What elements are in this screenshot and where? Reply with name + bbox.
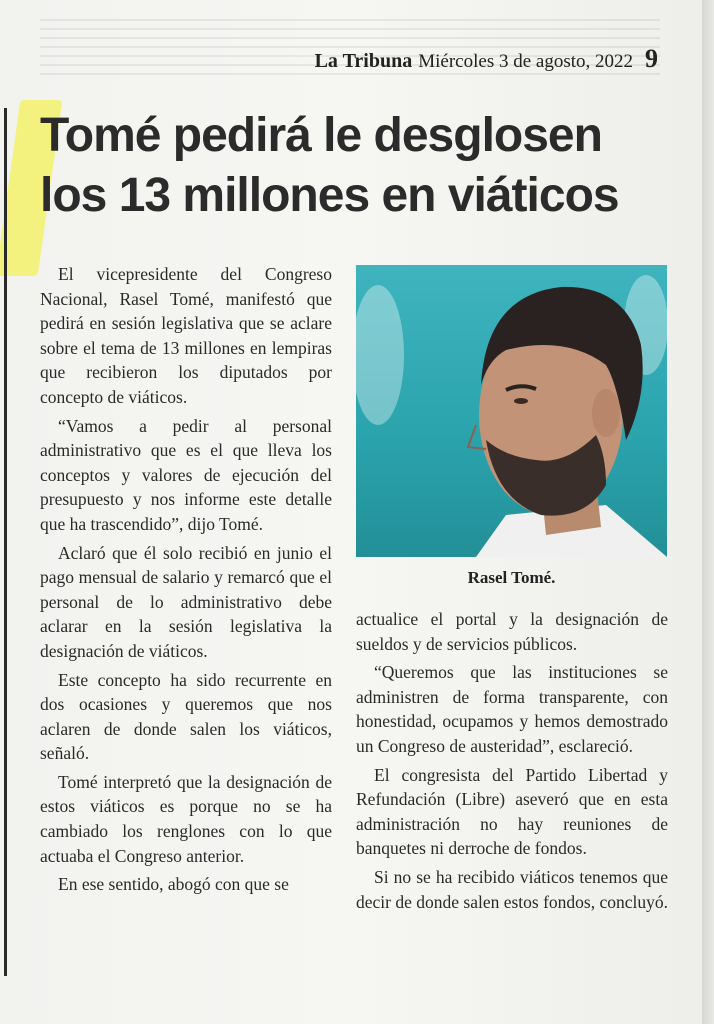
paragraph: En ese sentido, abogó con que se [58, 874, 289, 895]
page-header [315, 44, 658, 74]
newspaper-name: La Tribuna [314, 50, 413, 72]
paragraph: Si no se ha recibido viáticos tenemos que decir de donde salen estos fondos, concluyó. [356, 866, 669, 912]
paragraph: “Vamos a pedir al personal administrativo que es el que lleva los conceptos y valores de ejecución del presupuesto y nos informe este detalle que ha trascendido”, dijo Tomé. [40, 415, 332, 534]
headline-line-1: Tomé pedirá le desglosen [40, 109, 602, 162]
paragraph: El vicepresidente del Congreso Nacional, Rasel Tomé, manifestó que pedirá en sesión legislativa que se aclare sobre el tema de 13 millones en lempiras que recibieron los diputados por concepto de viáticos. [40, 264, 332, 407]
paragraph: El congresista del Partido Libertad y Refundación (Libre) aseveró que en esta administración no hay reuniones de banquetes ni derroche de fondos. [356, 764, 668, 859]
article-headline [40, 106, 680, 226]
issue-date: Miércoles 3 de agosto, 2022 [418, 51, 633, 72]
portrait-illustration [356, 265, 667, 557]
paragraph: “Queremos que las instituciones se administren de forma transparente, con honestidad, ocupamos y hemos demostrado un Congreso de austeridad”, esclareció. [356, 662, 668, 756]
paragraph: Tomé interpretó que la designación de estos viáticos es porque no se ha cambiado los renglones con lo que actuaba el Congreso anterior. [40, 771, 332, 866]
headline-line-2: los 13 millones en viáticos [40, 169, 619, 222]
portrait-photo [356, 265, 667, 557]
paragraph: actualice el portal y la designación de sueldos y de servicios públicos. [356, 609, 668, 654]
article-column-right [356, 607, 668, 918]
margin-rule [4, 108, 7, 976]
article-column-left [40, 262, 332, 901]
page-edge [702, 0, 714, 1024]
photo-caption: Rasel Tomé. [467, 568, 556, 587]
paragraph: Este concepto ha sido recurrente en dos ocasiones y queremos que nos aclaren de donde salen los viáticos, señaló. [40, 669, 332, 764]
paragraph: Aclaró que él solo recibió en junio el pago mensual de salario y remarcó que el personal de lo administrativo debe aclarar en la sesión legislativa la designación de viáticos. [40, 542, 332, 661]
page-number: 9 [645, 44, 658, 73]
